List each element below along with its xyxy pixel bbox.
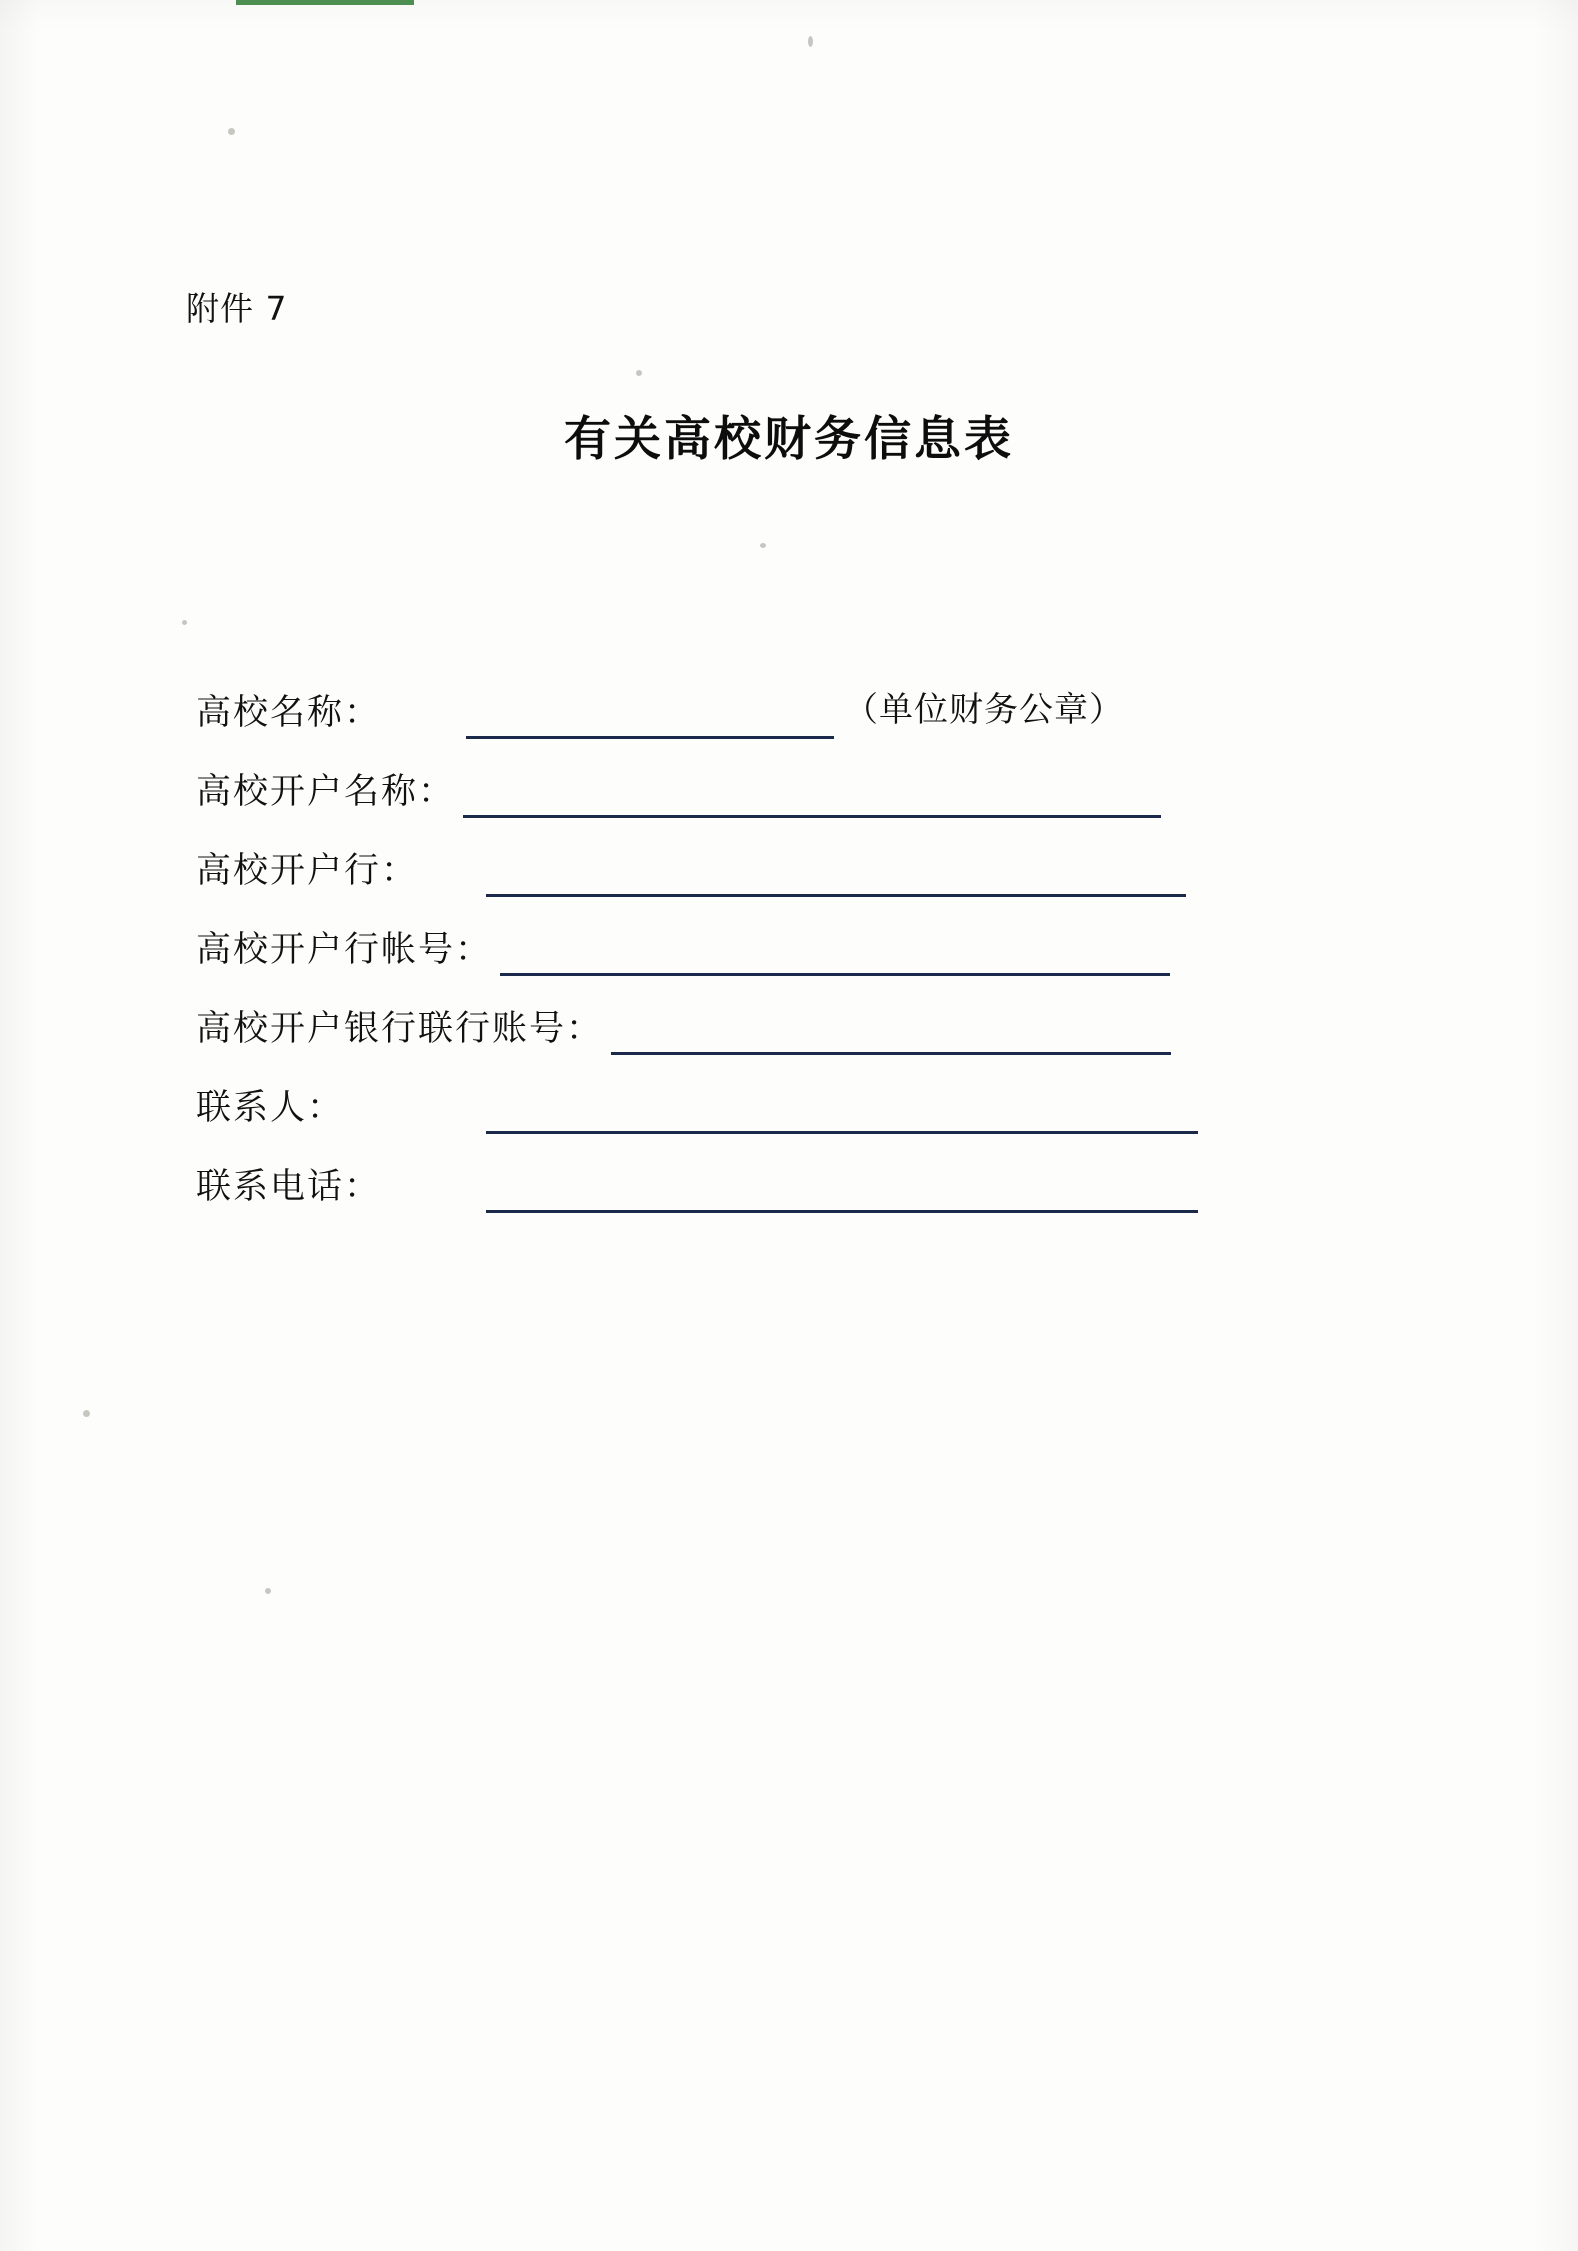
scan-speck [636, 370, 642, 376]
scan-speck [182, 620, 187, 625]
field-label-bank-account-number: 高校开户行帐号： [196, 930, 493, 970]
field-label-school-name: 高校名称： [196, 693, 382, 733]
form-row-account-name [196, 739, 1296, 818]
scan-speck [808, 36, 813, 47]
scan-speck [83, 1410, 90, 1417]
field-label-bank-branch: 高校开户行： [196, 851, 419, 891]
finance-info-form [196, 660, 1296, 1213]
seal-note: （单位财务公章） [844, 690, 1124, 730]
input-bank-account-number[interactable] [500, 931, 1170, 976]
scan-speck [265, 1588, 271, 1594]
field-label-contact-phone: 联系电话： [196, 1167, 382, 1207]
form-row-contact-phone [196, 1134, 1296, 1213]
input-bank-branch[interactable] [486, 852, 1186, 897]
input-school-name[interactable] [466, 694, 834, 739]
form-row-bank-branch [196, 818, 1296, 897]
field-label-contact-person: 联系人： [196, 1088, 345, 1128]
form-row-interbank-number [196, 976, 1296, 1055]
input-interbank-number[interactable] [611, 1010, 1171, 1055]
input-account-name[interactable] [463, 773, 1161, 818]
field-label-interbank-number: 高校开户银行联行账号： [196, 1009, 604, 1049]
form-row-school-name [196, 660, 1296, 739]
form-row-contact-person [196, 1055, 1296, 1134]
scan-speck [228, 128, 235, 135]
input-contact-person[interactable] [486, 1089, 1198, 1134]
input-contact-phone[interactable] [486, 1168, 1198, 1213]
attachment-label: 附件 7 [186, 289, 288, 328]
form-row-bank-account-number [196, 897, 1296, 976]
scan-speck [760, 543, 766, 548]
field-label-account-name: 高校开户名称： [196, 772, 456, 812]
page-title: 有关高校财务信息表 [564, 412, 1014, 467]
green-edge-mark [236, 0, 414, 5]
